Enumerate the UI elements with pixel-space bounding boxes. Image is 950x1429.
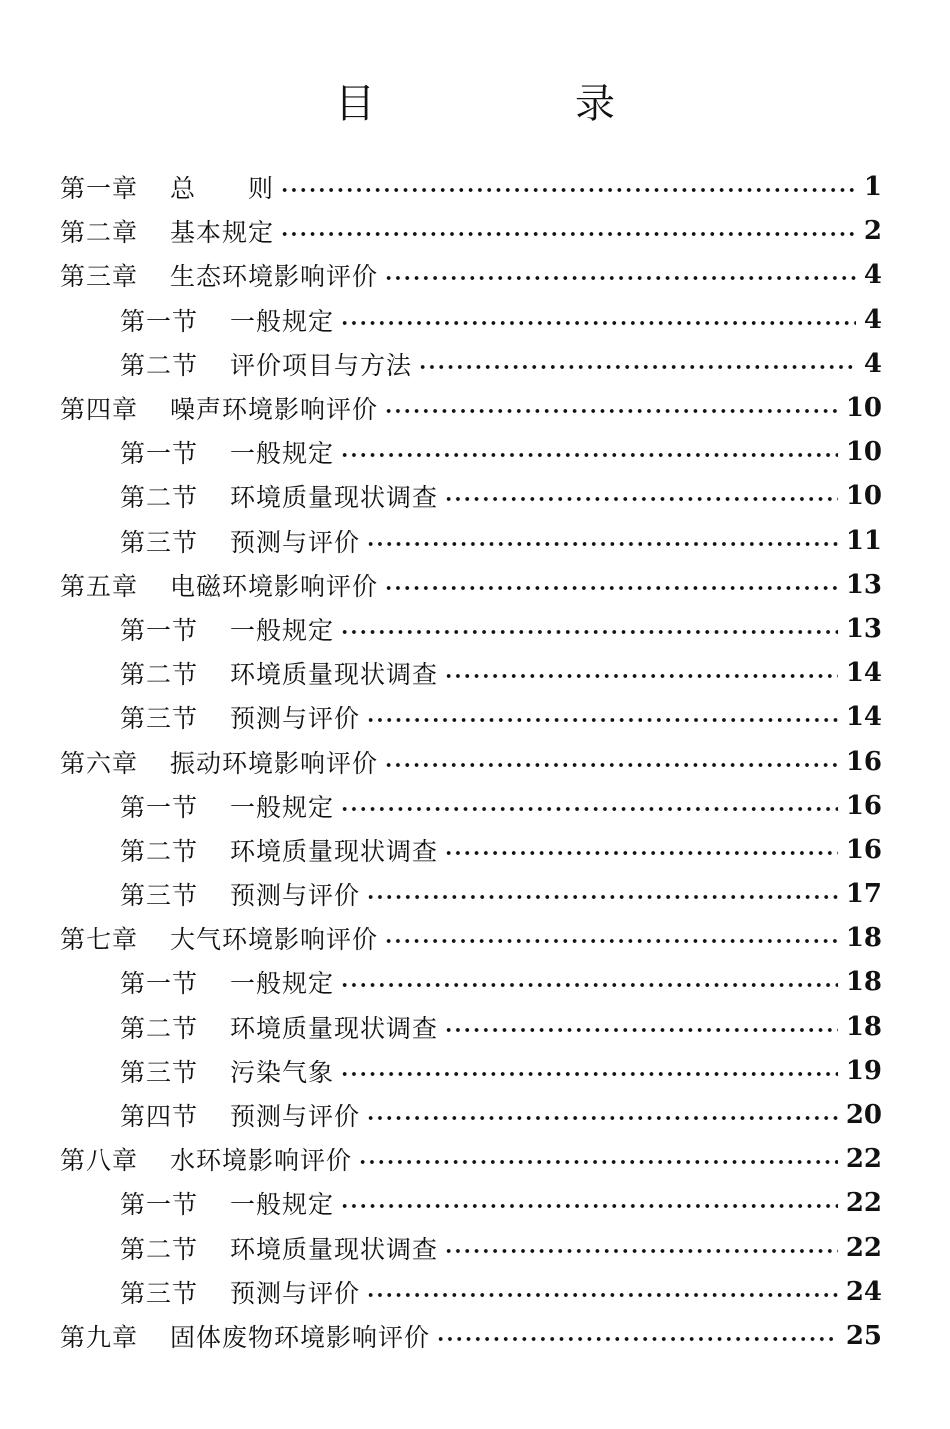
entry-title: 评价项目与方法 bbox=[230, 350, 413, 380]
entry-title: 总 则 bbox=[170, 174, 275, 204]
toc-section-entry[interactable] bbox=[0, 474, 950, 518]
entry-title: 环境质量现状调查 bbox=[230, 483, 439, 513]
entry-page-number: 20 bbox=[845, 1100, 882, 1131]
toc-section-entry[interactable] bbox=[0, 1049, 950, 1093]
entry-title: 预测与评价 bbox=[230, 704, 361, 734]
dot-leader bbox=[340, 629, 838, 635]
toc-chapter-entry[interactable] bbox=[0, 386, 950, 430]
entry-page-number: 16 bbox=[845, 746, 882, 777]
entry-number: 第一节 bbox=[120, 792, 199, 822]
dot-leader bbox=[340, 320, 856, 326]
page-title: 目 录 bbox=[335, 81, 695, 127]
entry-number: 第二节 bbox=[120, 660, 199, 690]
toc-section-entry[interactable] bbox=[0, 607, 950, 651]
entry-page-number: 10 bbox=[845, 481, 882, 512]
dot-leader bbox=[436, 1336, 838, 1342]
toc-section-entry[interactable] bbox=[0, 872, 950, 916]
entry-number: 第三节 bbox=[120, 527, 199, 557]
dot-leader bbox=[418, 364, 856, 370]
entry-number: 第一节 bbox=[120, 306, 199, 336]
entry-title: 一般规定 bbox=[230, 792, 335, 822]
entry-number: 第一节 bbox=[120, 439, 199, 469]
entry-title: 电磁环境影响评价 bbox=[170, 571, 379, 601]
dot-leader bbox=[358, 1159, 838, 1165]
entry-title: 预测与评价 bbox=[230, 527, 361, 557]
entry-page-number: 19 bbox=[845, 1055, 882, 1086]
entry-title: 基本规定 bbox=[170, 218, 275, 248]
dot-leader bbox=[444, 673, 838, 679]
entry-title: 一般规定 bbox=[230, 439, 335, 469]
dot-leader bbox=[340, 806, 838, 812]
entry-page-number: 24 bbox=[845, 1276, 882, 1307]
entry-page-number: 18 bbox=[845, 1011, 882, 1042]
entry-number: 第九章 bbox=[60, 1322, 139, 1352]
entry-title: 振动环境影响评价 bbox=[170, 748, 379, 778]
entry-title: 一般规定 bbox=[230, 969, 335, 999]
toc-section-entry[interactable] bbox=[0, 651, 950, 695]
entry-title: 水环境影响评价 bbox=[170, 1146, 353, 1176]
toc-chapter-entry[interactable] bbox=[0, 1314, 950, 1358]
entry-page-number: 17 bbox=[845, 879, 882, 910]
dot-leader bbox=[384, 938, 838, 944]
dot-leader bbox=[384, 585, 838, 591]
toc-section-entry[interactable] bbox=[0, 298, 950, 342]
dot-leader bbox=[280, 231, 856, 237]
dot-leader bbox=[444, 496, 838, 502]
entry-number: 第四节 bbox=[120, 1102, 199, 1132]
entry-title: 固体废物环境影响评价 bbox=[170, 1322, 431, 1352]
entry-number: 第一章 bbox=[60, 174, 139, 204]
dot-leader bbox=[340, 452, 838, 458]
entry-title: 预测与评价 bbox=[230, 1102, 361, 1132]
entry-page-number: 22 bbox=[845, 1188, 882, 1219]
entry-page-number: 13 bbox=[845, 569, 882, 600]
entry-number: 第四章 bbox=[60, 395, 139, 425]
dot-leader bbox=[280, 187, 856, 193]
entry-title: 生态环境影响评价 bbox=[170, 262, 379, 292]
toc-section-entry[interactable] bbox=[0, 519, 950, 563]
entry-title: 环境质量现状调查 bbox=[230, 660, 439, 690]
entry-number: 第二节 bbox=[120, 350, 199, 380]
toc-section-entry[interactable] bbox=[0, 342, 950, 386]
entry-title: 环境质量现状调查 bbox=[230, 1013, 439, 1043]
dot-leader bbox=[366, 541, 838, 547]
entry-number: 第二节 bbox=[120, 483, 199, 513]
entry-page-number: 16 bbox=[845, 790, 882, 821]
entry-page-number: 25 bbox=[845, 1320, 882, 1351]
entry-page-number: 18 bbox=[845, 923, 882, 954]
entry-page-number: 13 bbox=[845, 613, 882, 644]
dot-leader bbox=[366, 1115, 838, 1121]
dot-leader bbox=[384, 408, 838, 414]
dot-leader bbox=[366, 1292, 838, 1298]
entry-page-number: 16 bbox=[845, 834, 882, 865]
dot-leader bbox=[384, 762, 838, 768]
entry-title: 污染气象 bbox=[230, 1057, 335, 1087]
entry-page-number: 10 bbox=[845, 437, 882, 468]
entry-number: 第七章 bbox=[60, 925, 139, 955]
toc-chapter-entry[interactable] bbox=[0, 739, 950, 783]
entry-page-number: 2 bbox=[863, 216, 882, 247]
toc-chapter-entry[interactable] bbox=[0, 563, 950, 607]
entry-number: 第一节 bbox=[120, 969, 199, 999]
entry-title: 环境质量现状调查 bbox=[230, 1234, 439, 1264]
entry-page-number: 11 bbox=[845, 525, 882, 556]
entry-number: 第五章 bbox=[60, 571, 139, 601]
dot-leader bbox=[340, 982, 838, 988]
entry-number: 第二节 bbox=[120, 1013, 199, 1043]
toc-section-entry[interactable] bbox=[0, 784, 950, 828]
entry-page-number: 1 bbox=[863, 172, 882, 203]
entry-page-number: 14 bbox=[845, 658, 882, 689]
toc-section-entry[interactable] bbox=[0, 1181, 950, 1225]
toc-chapter-entry[interactable] bbox=[0, 916, 950, 960]
entry-page-number: 22 bbox=[845, 1144, 882, 1175]
entry-title: 环境质量现状调查 bbox=[230, 836, 439, 866]
entry-number: 第一节 bbox=[120, 615, 199, 645]
toc-section-entry[interactable] bbox=[0, 1270, 950, 1314]
entry-number: 第二节 bbox=[120, 836, 199, 866]
toc-chapter-entry[interactable] bbox=[0, 253, 950, 297]
toc-section-entry[interactable] bbox=[0, 960, 950, 1004]
entry-number: 第一节 bbox=[120, 1190, 199, 1220]
toc-section-entry[interactable] bbox=[0, 1005, 950, 1049]
entry-page-number: 22 bbox=[845, 1232, 882, 1263]
entry-title: 预测与评价 bbox=[230, 881, 361, 911]
dot-leader bbox=[444, 1248, 838, 1254]
entry-number: 第六章 bbox=[60, 748, 139, 778]
toc-section-entry[interactable] bbox=[0, 1093, 950, 1137]
entry-number: 第三节 bbox=[120, 1278, 199, 1308]
entry-page-number: 4 bbox=[863, 260, 882, 291]
dot-leader bbox=[444, 1027, 838, 1033]
toc-section-entry[interactable] bbox=[0, 695, 950, 739]
toc-section-entry[interactable] bbox=[0, 1226, 950, 1270]
entry-number: 第三节 bbox=[120, 704, 199, 734]
dot-leader bbox=[340, 1071, 838, 1077]
entry-title: 预测与评价 bbox=[230, 1278, 361, 1308]
entry-page-number: 4 bbox=[863, 348, 882, 379]
entry-title: 噪声环境影响评价 bbox=[170, 395, 379, 425]
entry-number: 第二章 bbox=[60, 218, 139, 248]
toc-chapter-entry[interactable] bbox=[0, 209, 950, 253]
toc-section-entry[interactable] bbox=[0, 430, 950, 474]
entry-page-number: 18 bbox=[845, 967, 882, 998]
toc-chapter-entry[interactable] bbox=[0, 165, 950, 209]
dot-leader bbox=[384, 275, 856, 281]
entry-number: 第三节 bbox=[120, 881, 199, 911]
dot-leader bbox=[366, 894, 838, 900]
dot-leader bbox=[366, 717, 838, 723]
entry-page-number: 4 bbox=[863, 304, 882, 335]
dot-leader bbox=[340, 1203, 838, 1209]
table-of-contents bbox=[0, 165, 950, 1358]
entry-number: 第三节 bbox=[120, 1057, 199, 1087]
entry-title: 一般规定 bbox=[230, 615, 335, 645]
entry-number: 第八章 bbox=[60, 1146, 139, 1176]
entry-title: 大气环境影响评价 bbox=[170, 925, 379, 955]
entry-page-number: 14 bbox=[845, 702, 882, 733]
dot-leader bbox=[444, 850, 838, 856]
entry-page-number: 10 bbox=[845, 393, 882, 424]
entry-title: 一般规定 bbox=[230, 306, 335, 336]
toc-chapter-entry[interactable] bbox=[0, 1137, 950, 1181]
entry-number: 第二节 bbox=[120, 1234, 199, 1264]
entry-title: 一般规定 bbox=[230, 1190, 335, 1220]
entry-number: 第三章 bbox=[60, 262, 139, 292]
toc-section-entry[interactable] bbox=[0, 828, 950, 872]
